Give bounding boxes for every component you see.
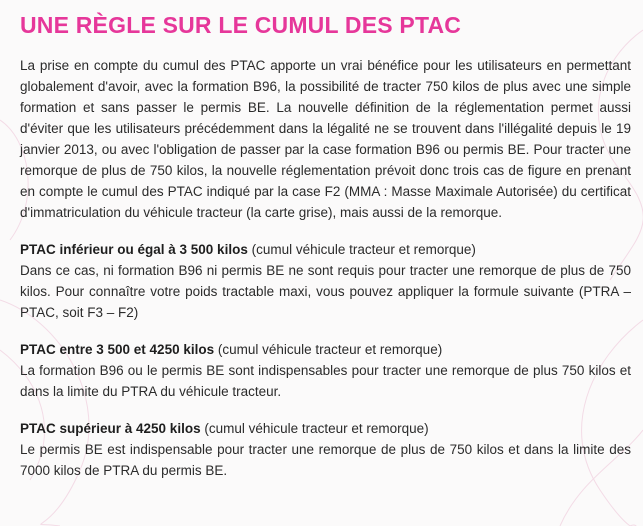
section-title: PTAC inférieur ou égal à 3 500 kilos <box>20 242 248 257</box>
section-note: (cumul véhicule tracteur et remorque) <box>214 342 443 357</box>
section-title: PTAC supérieur à 4250 kilos <box>20 421 201 436</box>
section-ptac-4250 <box>20 418 633 481</box>
intro-paragraph: La prise en compte du cumul des PTAC apporte un vrai bénéfice pour les utilisateurs en permettant globalement d'avoir, avec la formation B96, la possibilité de tracter 750 kilos de plus avec une simple formation et sans passer le permis BE. La nouvelle définition de la réglementation permet aussi d'éviter que les utilisateurs précédemment dans la légalité ne se trouvent dans l'illégalité depuis le 19 janvier 2013, ou avec l'obligation de passer par la case formation B96 ou permis BE. Pour tracter une remorque de plus de 750 kilos, la nouvelle réglementation prévoit donc trois cas de figure en prenant en compte le cumul des PTAC indiqué par la case F2 (MMA : Masse Maximale Autorisée) du certificat d'immatriculation du véhicule tracteur (la carte grise), mais aussi de la remorque. <box>20 58 631 220</box>
section-body: Dans ce cas, ni formation B96 ni permis BE ne sont requis pour tracter une remorque de plus de 750 kilos. Pour connaître votre poids tractable maxi, vous pouvez appliquer la formule suivante (PTRA – PTAC, soit F3 – F2) <box>20 263 631 320</box>
section-ptac-3500 <box>20 239 633 323</box>
section-heading <box>20 418 631 439</box>
section-heading <box>20 239 631 260</box>
section-body: Le permis BE est indispensable pour tracter une remorque de plus de 750 kilos et dans la limite des 7000 kilos de PTRA du permis BE. <box>20 442 631 478</box>
section-title: PTAC entre 3 500 et 4250 kilos <box>20 342 215 357</box>
section-note: (cumul véhicule tracteur et remorque) <box>247 242 476 257</box>
page-title: UNE RÈGLE SUR LE CUMUL DES PTAC <box>20 12 462 38</box>
section-body: La formation B96 ou le permis BE sont indispensables pour tracter une remorque de plus 750 kilos et dans la limite du PTRA du véhicule tracteur. <box>20 363 631 399</box>
section-ptac-3500-4250 <box>20 339 633 402</box>
section-note: (cumul véhicule tracteur et remorque) <box>200 421 429 436</box>
section-heading <box>20 339 631 360</box>
